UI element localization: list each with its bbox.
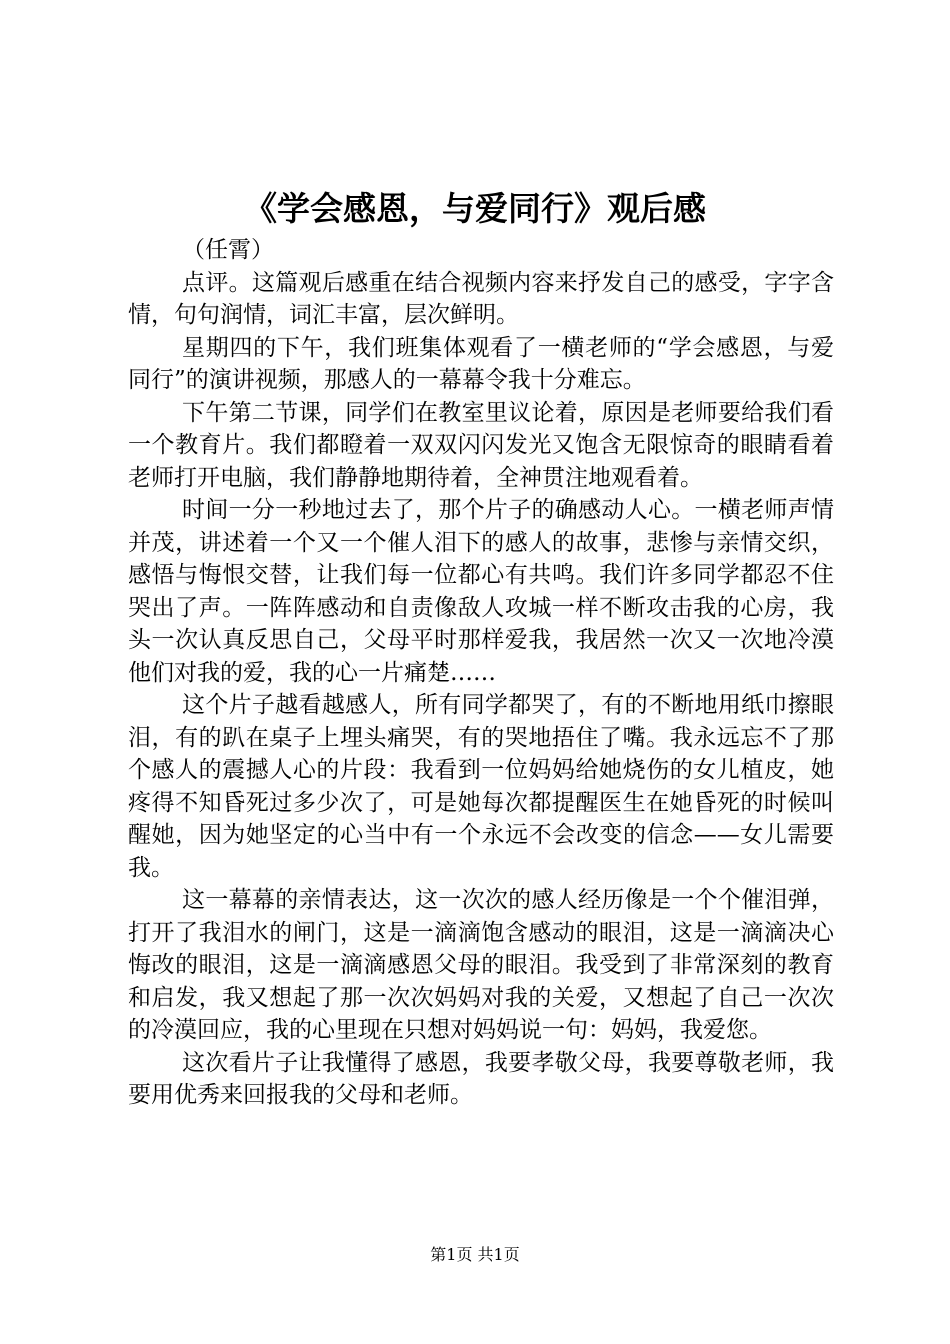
- author-line: （任霄）: [182, 237, 275, 263]
- paragraph-6: 这次看片子让我懂得了感恩，我要孝敬父母，我要尊敬老师，我要用优秀来回报我的父母和老师。: [128, 1049, 834, 1108]
- paragraph-4: 这个片子越看越感人，所有同学都哭了，有的不断地用纸巾擦眼泪，有的趴在桌子上埋头痛哭，有的哭地捂住了嘴。我永远忘不了那个感人的震撼人心的片段：我看到一位妈妈给她烧伤的女儿植皮，她疼得不知昏死过多少次了，可是她每次都提醒医生在她昏死的时候叫醒她，因为她坚定的心当中有一个永远不会改变的信念——女儿需要我。: [128, 692, 834, 881]
- page-title: 《学会感恩，与爱同行》观后感: [244, 189, 706, 228]
- paragraph-2: 下午第二节课，同学们在教室里议论着，原因是老师要给我们看一个教育片。我们都瞪着一双双闪闪发光又饱含无限惊奇的眼睛看着老师打开电脑，我们静静地期待着，全神贯注地观看着。: [128, 399, 834, 491]
- paragraph-1: 星期四的下午，我们班集体观看了一横老师的“学会感恩，与爱同行”的演讲视频，那感人的一幕幕令我十分难忘。: [128, 334, 834, 393]
- paragraph-5: 这一幕幕的亲情表达，这一次次的感人经历像是一个个催泪弹，打开了我泪水的闸门，这是一滴滴饱含感动的眼泪，这是一滴滴决心悔改的眼泪，这是一滴滴感恩父母的眼泪。我受到了非常深刻的教育和启发，我又想起了那一次次妈妈对我的关爱，又想起了自己一次次的冷漠回应，我的心里现在只想对妈妈说一句：妈妈，我爱您。: [128, 887, 834, 1043]
- paragraph-3: 时间一分一秒地过去了，那个片子的确感动人心。一横老师声情并茂，讲述着一个又一个催人泪下的感人的故事，悲惨与亲情交织，感悟与悔恨交替，让我们每一位都心有共鸣。我们许多同学都忍不住哭出了声。一阵阵感动和自责像敌人攻城一样不断攻击我的心房，我头一次认真反思自己，父母平时那样爱我，我居然一次又一次地冷漠他们对我的爱，我的心一片痛楚……: [128, 497, 834, 686]
- document-body: [128, 234, 834, 1112]
- paragraph-comment: 点评。这篇观后感重在结合视频内容来抒发自己的感受，字字含情，句句润情，词汇丰富，层次鲜明。: [128, 269, 834, 328]
- page-footer: 第1页 共1页: [430, 1245, 520, 1264]
